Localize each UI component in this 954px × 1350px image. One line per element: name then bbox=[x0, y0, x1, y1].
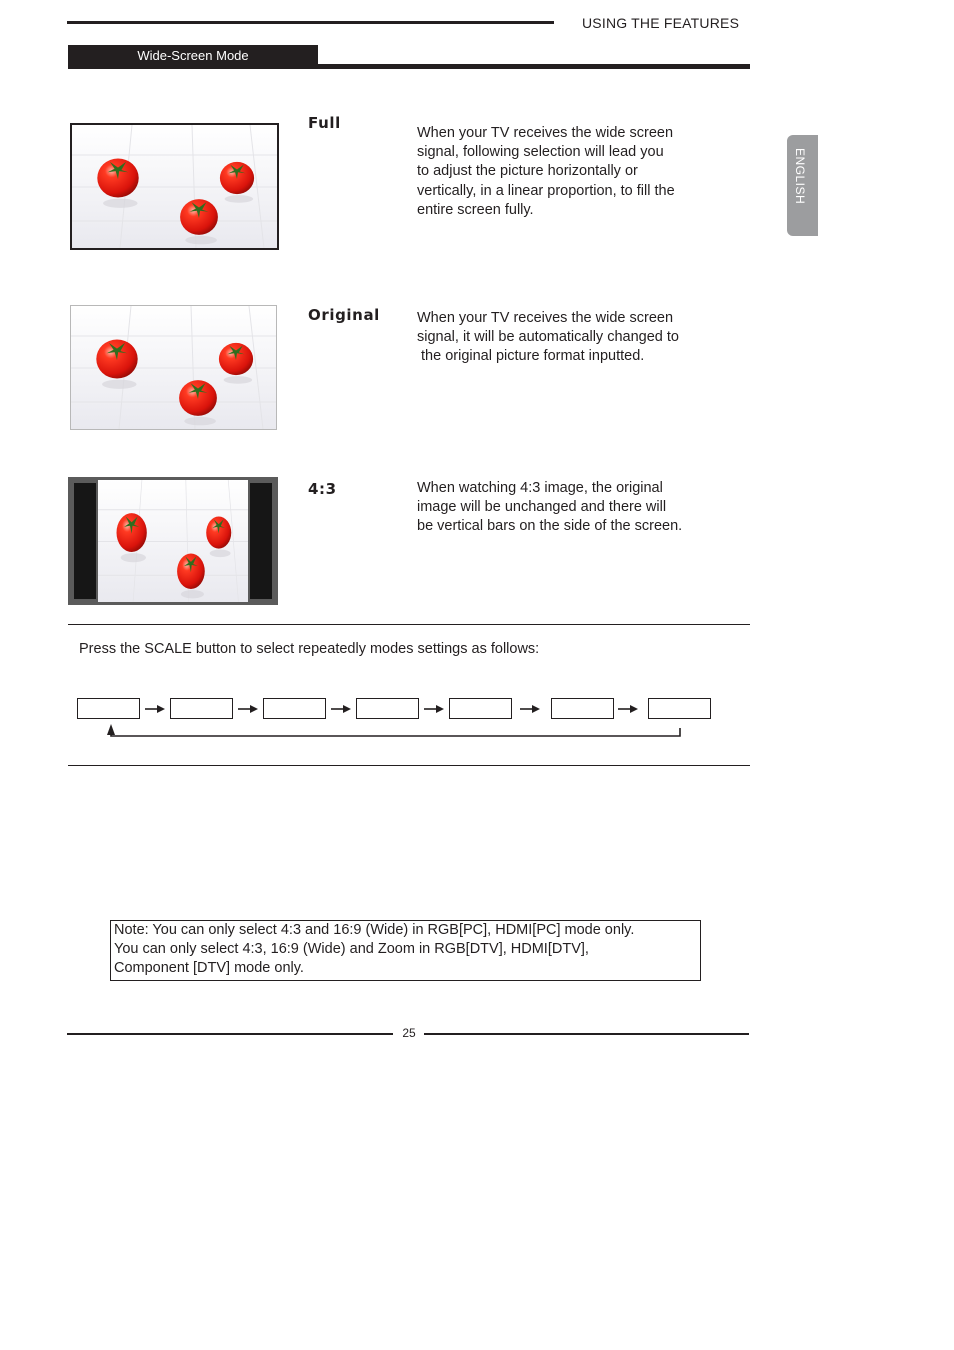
mode-name-original: Original bbox=[308, 306, 380, 324]
divider-bottom bbox=[68, 765, 750, 766]
full-mode-image bbox=[70, 123, 279, 250]
left-side-bar bbox=[74, 483, 96, 599]
right-side-bar bbox=[250, 483, 272, 599]
section-title: Wide-Screen Mode bbox=[68, 45, 318, 67]
mode-name-full: Full bbox=[308, 114, 341, 132]
mode-description-4-3: When watching 4:3 image, the original image will be unchanged and there will be vertical bars on the side of the screen. bbox=[417, 480, 683, 535]
note-box: Note: You can only select 4:3 and 16:9 (Wide) in RGB[PC], HDMI[PC] mode only. You can only select 4:3, 16:9 (Wide) and Zoom in RGB[DTV], HDMI[DTV], Component [DTV] mode only. bbox=[110, 920, 701, 981]
mode-description-original: When your TV receives the wide screen signal, it will be automatically changed to the original picture format inputted. bbox=[417, 310, 679, 365]
original-mode-image bbox=[70, 305, 277, 430]
mode-name-4-3: 4:3 bbox=[308, 480, 337, 498]
page-number: 25 bbox=[402, 1026, 416, 1040]
sequence-arrows bbox=[0, 690, 954, 750]
language-tab bbox=[787, 135, 818, 236]
chapter-title: USING THE FEATURES bbox=[582, 15, 740, 31]
language-tab-label: ENGLISH bbox=[793, 148, 807, 205]
footer-rule-left bbox=[67, 1033, 393, 1035]
scale-instruction: Press the SCALE button to select repeatedly modes settings as follows: bbox=[79, 641, 540, 657]
mode-description-full: When your TV receives the wide screen signal, following selection will lead you to adjust the picture horizontally or vertically, in a linear proportion, to fill the entire screen fully. bbox=[417, 125, 675, 218]
header-rule bbox=[67, 21, 554, 24]
four-three-mode-image bbox=[68, 477, 278, 605]
divider-top bbox=[68, 624, 750, 625]
footer-rule-right bbox=[424, 1033, 749, 1035]
